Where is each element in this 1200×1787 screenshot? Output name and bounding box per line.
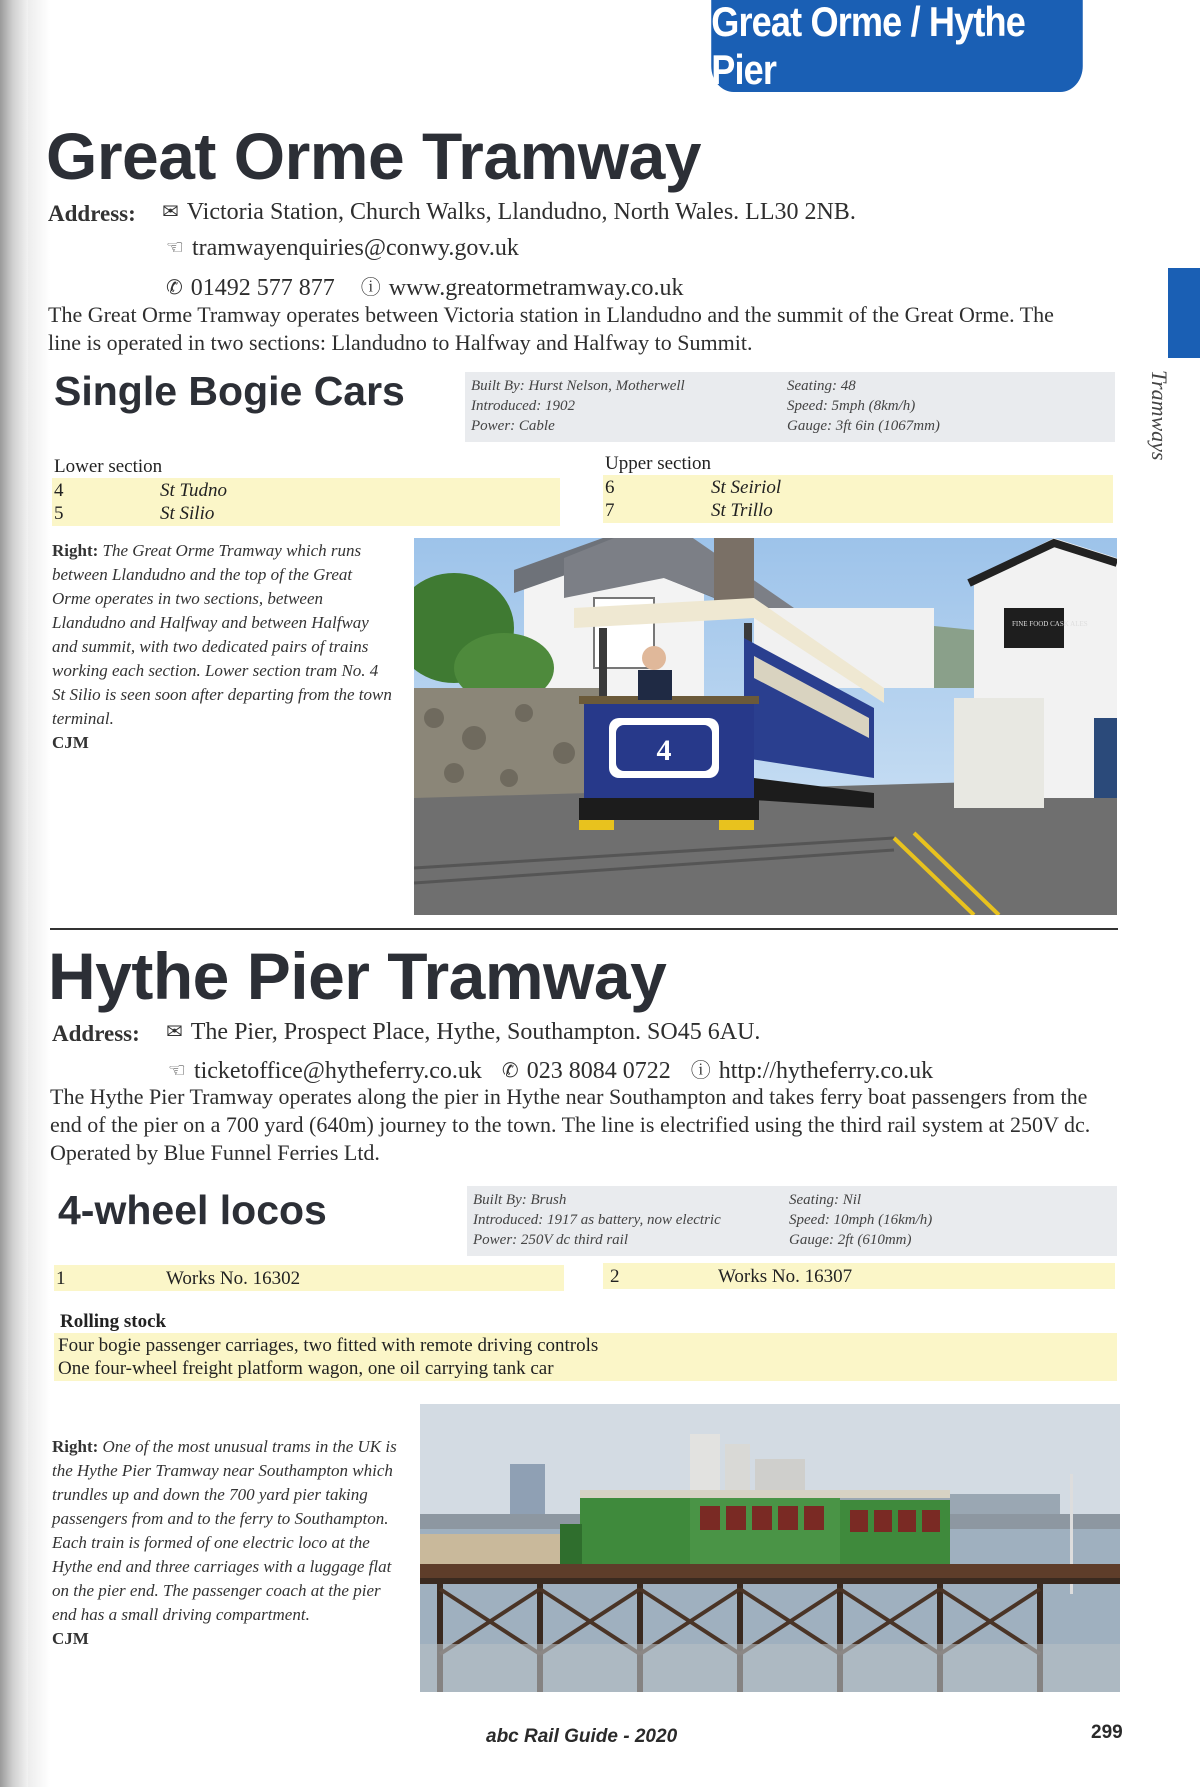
hythe-address-text: The Pier, Prospect Place, Hythe, Southampton. SO45 6AU. xyxy=(190,1019,761,1045)
rolling-stock-list xyxy=(54,1333,1117,1381)
great-orme-email-text: tramwayenquiries@conwy.gov.uk xyxy=(191,235,519,261)
loco-works-number: Works No. 16307 xyxy=(718,1266,853,1287)
fleet-row xyxy=(52,479,560,502)
caption-lead: Right: xyxy=(52,1437,99,1456)
fleet-number: 6 xyxy=(605,477,615,498)
book-spine-fade xyxy=(28,0,50,1787)
envelope-icon: ✉ xyxy=(162,199,179,223)
fleet-number: 5 xyxy=(54,503,64,524)
great-orme-title: Great Orme Tramway xyxy=(46,119,701,193)
hythe-phone-text: 023 8084 0722 xyxy=(526,1058,671,1084)
hythe-email-text: ticketoffice@hytheferry.co.uk xyxy=(193,1058,482,1084)
spec-speed: Speed: 5mph (8km/h) xyxy=(787,398,916,414)
hythe-spec-box xyxy=(467,1186,1117,1256)
footer-book-title: abc Rail Guide - 2020 xyxy=(486,1726,678,1747)
spec-gauge: Gauge: 3ft 6in (1067mm) xyxy=(787,418,940,434)
fleet-name: St Silio xyxy=(160,503,215,524)
spec-introduced: Introduced: 1902 xyxy=(471,398,576,414)
upper-section-fleet xyxy=(603,475,1113,523)
hythe-address-label: Address: xyxy=(52,1021,140,1046)
fleet-name: St Seiriol xyxy=(711,477,782,498)
spec-power: Power: Cable xyxy=(471,418,555,434)
rolling-stock-label: Rolling stock xyxy=(60,1311,167,1332)
great-orme-address xyxy=(162,199,856,226)
envelope-icon: ✉ xyxy=(166,1019,183,1043)
chapter-header-tab xyxy=(711,0,1083,92)
phone-icon: ✆ xyxy=(166,275,183,299)
tram-number-text: 4 xyxy=(656,734,672,767)
side-label xyxy=(1136,370,1176,510)
hythe-title: Hythe Pier Tramway xyxy=(48,939,667,1013)
loco-row-2 xyxy=(603,1263,1115,1289)
great-orme-phone-text: 01492 577 877 xyxy=(190,275,335,301)
spec-gauge: Gauge: 2ft (610mm) xyxy=(789,1232,912,1248)
spec-introduced: Introduced: 1917 as battery, now electric xyxy=(473,1212,721,1228)
fleet-number: 7 xyxy=(605,500,615,521)
book-spine-shadow xyxy=(0,0,28,1787)
caption-lead: Right: xyxy=(52,541,99,560)
hythe-class-title: 4-wheel locos xyxy=(58,1187,327,1233)
hythe-contacts xyxy=(168,1054,933,1085)
caption-text: The Great Orme Tramway which runs between Llandudno and the top of the Great Orme operates in two sections, between Llandudno and Halfway and between Halfway and summit, with two dedicated pairs of trains working each section. Lower section tram No. 4 St Silio is seen soon after departing from the town terminal. xyxy=(52,541,392,728)
phone-icon: ✆ xyxy=(501,1058,519,1082)
hythe-pier-illustration xyxy=(420,1404,1120,1692)
lower-section-fleet xyxy=(52,478,560,526)
fleet-row xyxy=(603,476,1113,499)
hythe-description: The Hythe Pier Tramway operates along the pier in Hythe near Southampton and takes ferry boat passengers from the end of the pier on a 700 yard (640m) journey to the town. The line is electrified using the third rail system at 250V dc. Operated by Blue Funnel Ferries Ltd. xyxy=(50,1084,1091,1165)
spec-seating: Seating: Nil xyxy=(789,1192,862,1208)
rolling-stock-line: Four bogie passenger carriages, two fitted with remote driving controls xyxy=(58,1335,599,1356)
fleet-name: St Tudno xyxy=(160,480,228,501)
spec-speed: Speed: 10mph (16km/h) xyxy=(789,1212,933,1228)
lower-section-label: Lower section xyxy=(54,456,163,477)
great-orme-email xyxy=(166,235,519,262)
loco-number: 1 xyxy=(56,1268,66,1289)
great-orme-class-title: Single Bogie Cars xyxy=(54,368,405,414)
great-orme-phone-web xyxy=(166,271,684,302)
loco-number: 2 xyxy=(610,1266,620,1287)
spec-power: Power: 250V dc third rail xyxy=(473,1232,628,1248)
chapter-header-text: Great Orme / Hythe Pier xyxy=(711,0,1025,93)
email-hand-icon: ☜ xyxy=(168,1058,186,1082)
great-orme-spec-box xyxy=(465,372,1115,442)
hythe-address xyxy=(166,1019,760,1046)
photo-credit: CJM xyxy=(52,1629,89,1648)
spec-seating: Seating: 48 xyxy=(787,378,856,394)
section-divider xyxy=(50,928,1118,930)
side-thumb-tab xyxy=(1168,268,1200,358)
side-label-text: Tramways xyxy=(1147,370,1172,461)
pub-sign-text: FINE FOOD CASK ALES xyxy=(1012,620,1088,628)
fleet-row xyxy=(603,499,1113,522)
spec-built-by: Built By: Brush xyxy=(473,1192,567,1208)
fleet-number: 4 xyxy=(54,480,64,501)
great-orme-address-label: Address: xyxy=(48,201,136,226)
fleet-name: St Trillo xyxy=(711,500,773,521)
hythe-website-text: http://hytheferry.co.uk xyxy=(718,1058,934,1084)
hythe-photo-caption xyxy=(52,1435,397,1651)
great-orme-tram-photo xyxy=(414,538,1117,915)
photo-credit: CJM xyxy=(52,733,89,752)
fleet-row xyxy=(52,502,560,525)
loco-works-number: Works No. 16302 xyxy=(166,1268,301,1289)
great-orme-description: The Great Orme Tramway operates between Victoria station in Llandudno and the summit of the Great Orme. The line is operated in two sections: Llandudno to Halfway and Halfway to Summit. xyxy=(48,302,1054,355)
great-orme-tram-illustration xyxy=(414,538,1117,915)
great-orme-address-text: Victoria Station, Church Walks, Llandudno, North Wales. LL30 2NB. xyxy=(186,199,856,225)
email-hand-icon: ☜ xyxy=(166,235,184,259)
rolling-stock-line: One four-wheel freight platform wagon, one oil carrying tank car xyxy=(58,1358,554,1379)
loco-row-1 xyxy=(54,1265,564,1291)
hythe-pier-train-photo xyxy=(420,1404,1120,1692)
great-orme-photo-caption xyxy=(52,539,392,755)
spec-built-by: Built By: Hurst Nelson, Motherwell xyxy=(471,378,685,394)
great-orme-website-text: www.greatormetramway.co.uk xyxy=(388,275,684,301)
page-number: 299 xyxy=(1091,1722,1123,1743)
caption-text: One of the most unusual trams in the UK is the Hythe Pier Tramway near Southampton which trundles up and down the 700 yard pier taking passengers from and to the ferry to Southampton. Each train is formed of one electric loco at the Hythe end and three carriages with a luggage flat on the pier end. The passenger coach at the pier end has a small driving compartment. xyxy=(52,1437,397,1624)
info-icon: ⓘ xyxy=(690,1058,711,1082)
upper-section-label: Upper section xyxy=(605,453,712,474)
info-icon: ⓘ xyxy=(360,275,381,299)
